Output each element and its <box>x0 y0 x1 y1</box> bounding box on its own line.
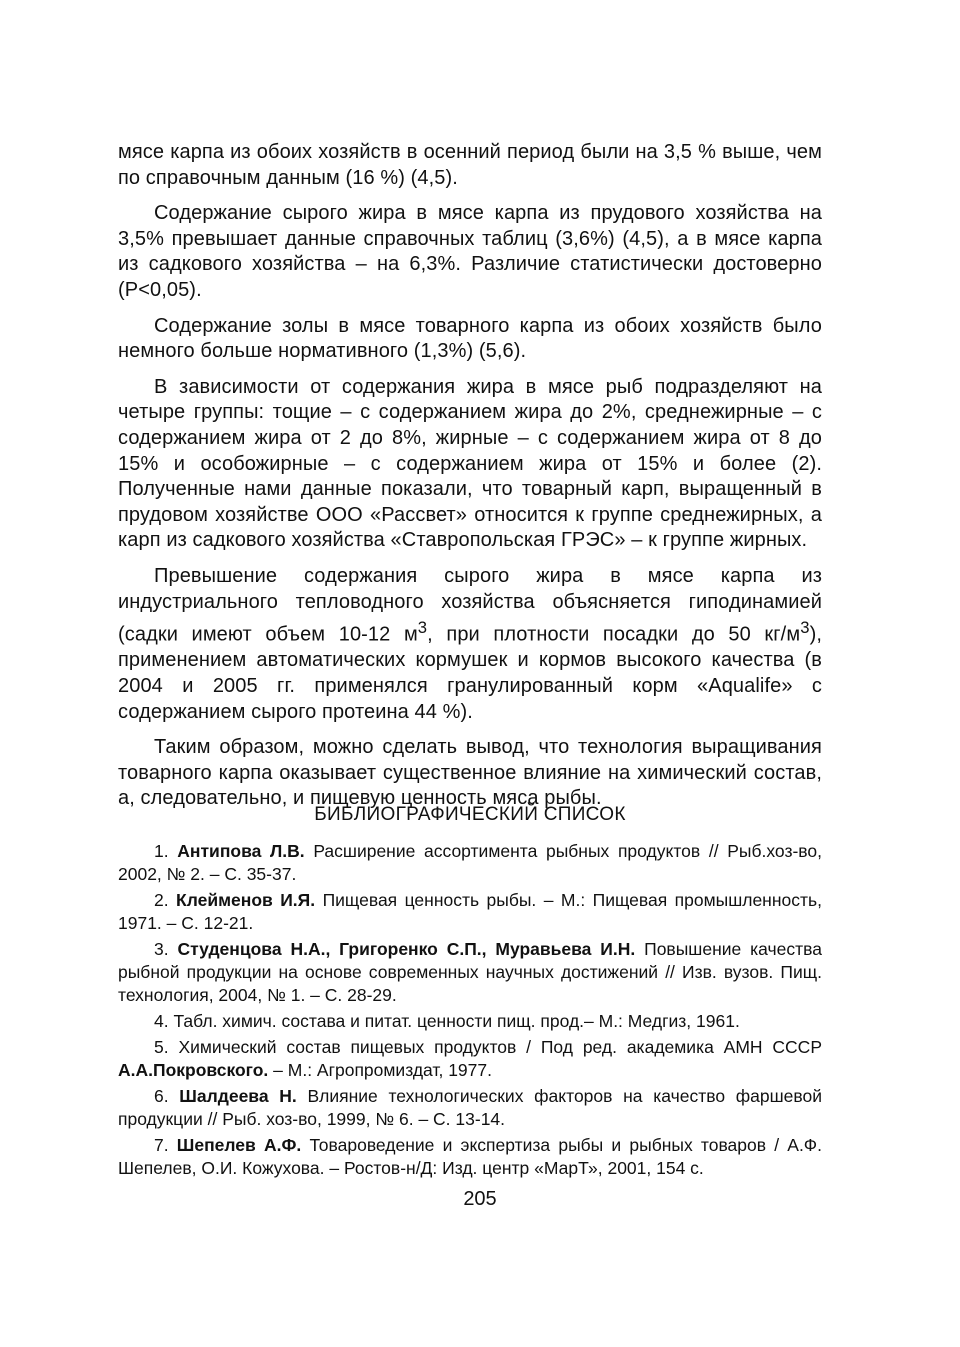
reference-item <box>118 1036 822 1082</box>
reference-number: 1. <box>154 841 169 861</box>
page-number: 205 <box>463 1188 497 1210</box>
reference-text: Повышение качества рыбной продукции на основе современных научных достижений // Изв. вузов. Пищ. технология, 2004, № 1. – С. 28-29. <box>118 939 822 1005</box>
paragraph: мясе карпа из обоих хозяйств в осенний период были на 3,5 % выше, чем по справочным данным (16 %) (4,5). <box>118 141 822 189</box>
paragraph-text: Превышение содержания сырого жира в мясе карпа из индустриального тепловодного хозяйства объясняется гиподинамией (садки имеют объем 10-12 м <box>118 564 822 646</box>
reference-author: Шепелев А.Ф. <box>176 1135 302 1155</box>
reference-text: Расширение ассортимента рыбных продуктов // Рыб.хоз-во, 2002, № 2. – С. 35-37. <box>118 841 822 884</box>
reference-number: 6. <box>154 1086 169 1106</box>
paragraph-text: ), применением автоматических кормушек и кормов высокого качества (в 2004 и 2005 гг. применялся гранулированный корм «Aqualife» с содержанием сырого протеина 44 %). <box>118 623 822 723</box>
reference-text: Товароведение и экспертиза рыбы и рыбных товаров / А.Ф. Шепелев, О.И. Кожухова. – Ростов-н/Д: Изд. центр «МарТ», 2001, 154 с. <box>118 1135 822 1178</box>
paragraph-text: , при плотности посадки до 50 кг/м <box>427 623 801 646</box>
paragraph: Содержание сырого жира в мясе карпа из прудового хозяйства на 3,5% превышает данные справочных таблиц (3,6%) (4,5), а в мясе карпа из садкового хозяйства – на 6,3%. Различие статистически достоверно (P<0,05). <box>118 202 822 301</box>
reference-text: Влияние технологических факторов на качество фаршевой продукции // Рыб. хоз-во, 1999, № 6. – С. 13-14. <box>118 1086 822 1129</box>
reference-list <box>118 840 822 1183</box>
superscript: 3 <box>800 618 810 638</box>
paragraph <box>118 564 822 725</box>
reference-number: 5. <box>154 1037 169 1057</box>
paragraph: В зависимости от содержания жира в мясе рыб подразделяют на четыре группы: тощие – с содержанием жира до 2%, среднежирные – с содержанием жира от 2 до 8%, жирные – с содержанием жира от 8 до 15% и особожирные – с содержанием жира от 15% и более (2). Полученные нами данные показали, что товарный карп, выращенный в прудовом хозяйстве ООО «Рассвет» относится к группе среднежирных, а карп из садкового хозяйства «Ставропольская ГРЭС» – к группе жирных. <box>118 375 822 552</box>
body-text <box>118 140 822 812</box>
paragraph: Содержание золы в мясе товарного карпа из обоих хозяйств было немного больше нормативного (1,3%) (5,6). <box>118 314 822 363</box>
reference-text: Химический состав пищевых продуктов / Под ред. академика АМН СССР <box>178 1037 822 1057</box>
reference-item <box>118 938 822 1007</box>
reference-item <box>118 840 822 886</box>
reference-item <box>118 1134 822 1180</box>
reference-number: 2. <box>154 890 169 910</box>
paragraph: Таким образом, можно сделать вывод, что технология выращивания товарного карпа оказывает существенное влияние на химический состав, а, следовательно, и пищевую ценность мяса рыбы. <box>118 736 822 810</box>
reference-author: Студенцова Н.А., Григоренко С.П., Муравьева И.Н. <box>177 939 636 959</box>
bibliography-heading: БИБЛИОГРАФИЧЕСКИЙ СПИСОК <box>314 804 626 825</box>
reference-item <box>118 1010 822 1033</box>
reference-item <box>118 889 822 935</box>
reference-number: 4. <box>154 1011 169 1031</box>
reference-text: Пищевая ценность рыбы. – М.: Пищевая промышленность, 1971. – С. 12-21. <box>118 890 822 933</box>
reference-text: – М.: Агропромиздат, 1977. <box>273 1060 492 1080</box>
reference-number: 3. <box>154 939 169 959</box>
reference-item <box>118 1085 822 1131</box>
reference-text: Табл. химич. состава и питат. ценности пищ. прод.– М.: Медгиз, 1961. <box>173 1011 740 1031</box>
reference-author: А.А.Покровского. <box>118 1060 269 1080</box>
reference-number: 7. <box>154 1135 169 1155</box>
reference-author: Шалдеева Н. <box>179 1086 297 1106</box>
superscript: 3 <box>417 618 428 638</box>
reference-author: Клейменов И.Я. <box>176 890 316 910</box>
reference-author: Антипова Л.В. <box>177 841 305 861</box>
